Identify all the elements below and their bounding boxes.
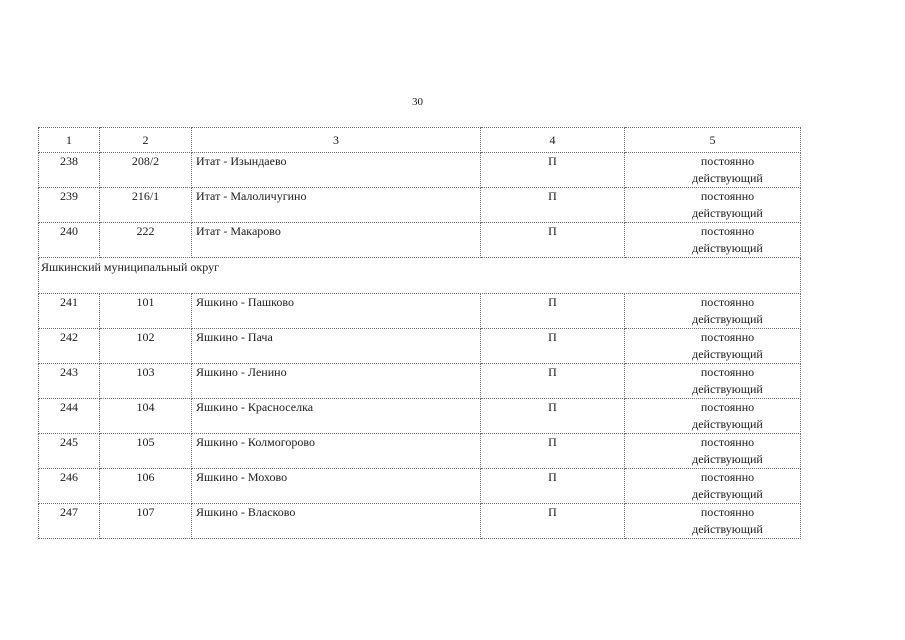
table-row	[39, 188, 801, 223]
header-cell: 2	[100, 128, 192, 153]
status-text: постоянно	[700, 224, 755, 238]
table-row	[39, 294, 801, 329]
route-status-cell	[625, 223, 801, 258]
status-text: действующий	[692, 312, 763, 326]
route-type-cell: П	[481, 329, 625, 364]
route-code-cell: 104	[100, 399, 192, 434]
route-name-cell: Яшкино - Пача	[192, 329, 481, 364]
status-text: действующий	[692, 522, 763, 536]
route-name-cell: Яшкино - Мохово	[192, 469, 481, 504]
status-text: постоянно	[700, 470, 755, 484]
route-type-cell: П	[481, 153, 625, 188]
route-number-cell: 240	[39, 223, 100, 258]
route-number-cell: 245	[39, 434, 100, 469]
status-text: постоянно	[700, 189, 755, 203]
route-name-cell: Яшкино - Колмогорово	[192, 434, 481, 469]
route-code-cell: 208/2	[100, 153, 192, 188]
route-type-cell: П	[481, 223, 625, 258]
route-code-cell: 107	[100, 504, 192, 539]
header-row	[39, 128, 801, 153]
route-code-cell: 101	[100, 294, 192, 329]
status-text: постоянно	[700, 295, 755, 309]
status-text: постоянно	[700, 154, 755, 168]
header-cell: 3	[192, 128, 481, 153]
table-row	[39, 329, 801, 364]
route-status-cell	[625, 469, 801, 504]
status-text: постоянно	[700, 505, 755, 519]
route-status-cell	[625, 153, 801, 188]
section-row	[39, 258, 801, 294]
section-title: Яшкинский муниципальный округ	[39, 258, 801, 294]
table-row	[39, 469, 801, 504]
status-text: постоянно	[700, 365, 755, 379]
route-type-cell: П	[481, 188, 625, 223]
table-row	[39, 223, 801, 258]
route-name-cell: Итат - Малоличугино	[192, 188, 481, 223]
status-text: постоянно	[700, 435, 755, 449]
route-name-cell: Яшкино - Ленино	[192, 364, 481, 399]
route-status-cell	[625, 188, 801, 223]
table-row	[39, 504, 801, 539]
route-type-cell: П	[481, 434, 625, 469]
route-name-cell: Яшкино - Власково	[192, 504, 481, 539]
route-status-cell	[625, 294, 801, 329]
route-number-cell: 241	[39, 294, 100, 329]
route-number-cell: 238	[39, 153, 100, 188]
route-type-cell: П	[481, 399, 625, 434]
status-text: действующий	[692, 382, 763, 396]
header-cell: 5	[625, 128, 801, 153]
header-cell: 4	[481, 128, 625, 153]
route-name-cell: Яшкино - Красноселка	[192, 399, 481, 434]
status-text: действующий	[692, 171, 763, 185]
route-name-cell: Итат - Изындаево	[192, 153, 481, 188]
route-status-cell	[625, 329, 801, 364]
status-text: постоянно	[700, 330, 755, 344]
route-code-cell: 103	[100, 364, 192, 399]
table-row	[39, 434, 801, 469]
status-text: действующий	[692, 417, 763, 431]
route-type-cell: П	[481, 469, 625, 504]
route-name-cell: Итат - Макарово	[192, 223, 481, 258]
route-number-cell: 243	[39, 364, 100, 399]
route-status-cell	[625, 399, 801, 434]
table-row	[39, 153, 801, 188]
route-status-cell	[625, 434, 801, 469]
route-code-cell: 106	[100, 469, 192, 504]
route-status-cell	[625, 364, 801, 399]
table-row	[39, 399, 801, 434]
status-text: действующий	[692, 452, 763, 466]
route-code-cell: 105	[100, 434, 192, 469]
header-cell: 1	[39, 128, 100, 153]
routes-table	[38, 127, 801, 539]
route-number-cell: 244	[39, 399, 100, 434]
route-name-cell: Яшкино - Пашково	[192, 294, 481, 329]
route-code-cell: 216/1	[100, 188, 192, 223]
status-text: действующий	[692, 487, 763, 501]
status-text: действующий	[692, 241, 763, 255]
table-row	[39, 364, 801, 399]
route-number-cell: 247	[39, 504, 100, 539]
route-number-cell: 239	[39, 188, 100, 223]
route-code-cell: 102	[100, 329, 192, 364]
status-text: действующий	[692, 206, 763, 220]
route-type-cell: П	[481, 364, 625, 399]
route-number-cell: 242	[39, 329, 100, 364]
page-number: 30	[412, 96, 423, 108]
status-text: постоянно	[700, 400, 755, 414]
route-code-cell: 222	[100, 223, 192, 258]
route-status-cell	[625, 504, 801, 539]
route-type-cell: П	[481, 504, 625, 539]
route-number-cell: 246	[39, 469, 100, 504]
route-type-cell: П	[481, 294, 625, 329]
status-text: действующий	[692, 347, 763, 361]
